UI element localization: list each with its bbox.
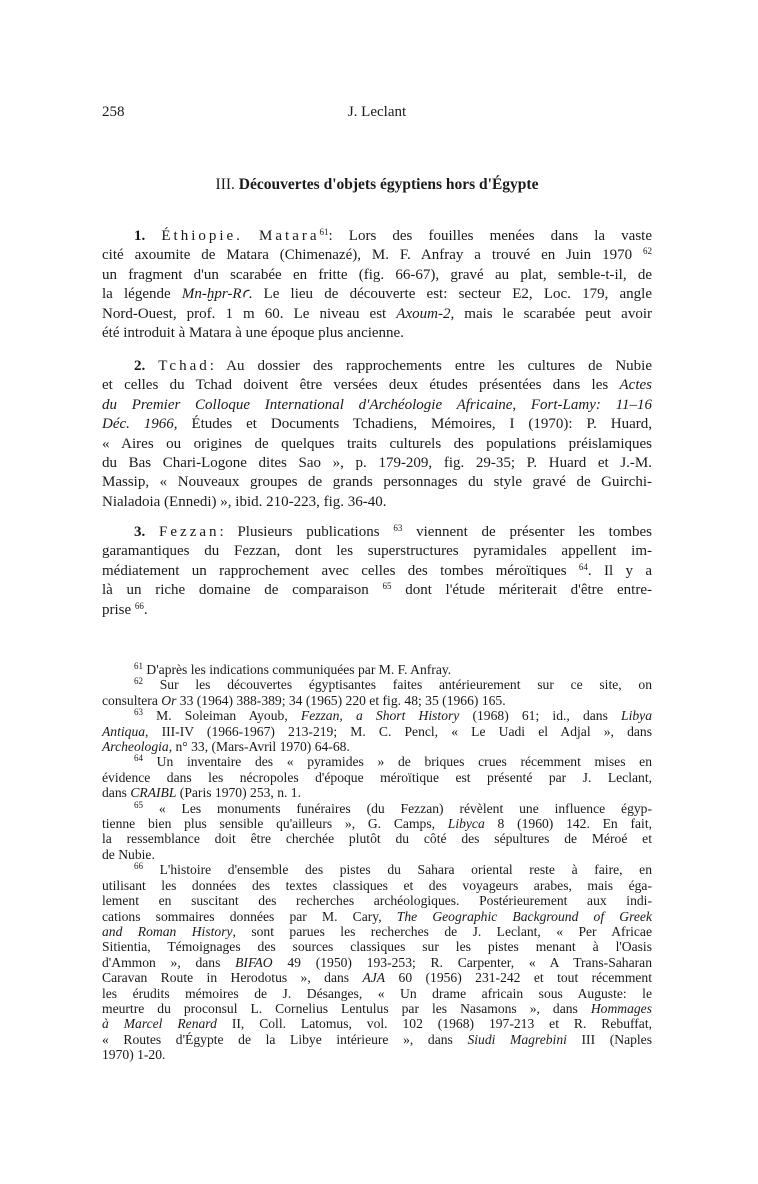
- footnote-ref: 64: [578, 561, 588, 572]
- text-run: Sur les découvertes égyptisantes faites antérieurement sur ce site, on: [143, 677, 652, 693]
- italic-text: Axoum-2: [396, 305, 451, 322]
- footnote-64: [102, 754, 652, 800]
- text-run: dont l'étude mériterait d'être entre-: [391, 582, 652, 599]
- footnote-63: [102, 708, 652, 754]
- text-run: , sont parues les recherches de J. Leclant, « Per Africae: [232, 923, 652, 939]
- paragraph-fezzan: [102, 523, 652, 620]
- text-line: [102, 924, 652, 939]
- text-line: [102, 435, 652, 454]
- spaced-heading: Tchad: [158, 358, 210, 374]
- text-line: [102, 739, 652, 754]
- text-run: : Plusieurs publications: [219, 524, 394, 540]
- text-run: été introduit à Matara à une époque plus ancienne.: [102, 325, 404, 342]
- text-run: (Paris 1970) 253, n. 1.: [176, 785, 302, 801]
- text-line: [102, 847, 652, 862]
- text-line: [102, 801, 652, 816]
- spaced-heading: Matara: [259, 228, 320, 244]
- text-run: III (Naples: [566, 1031, 653, 1047]
- text-run: d'Ammon », dans: [102, 954, 236, 970]
- footnote-ref: 63: [134, 707, 143, 718]
- page-number: 258: [102, 104, 125, 120]
- footnote-ref: 66: [134, 600, 144, 611]
- italic-text: du Premier Colloque International d'Archéologie Africaine, Fort-Lamy: 11–16: [102, 396, 652, 413]
- italic-text: Archeologia: [102, 739, 169, 755]
- text-run: (1968) 61; id., dans: [459, 708, 622, 724]
- italic-text: and Roman History: [102, 923, 233, 939]
- text-line: [102, 770, 652, 785]
- section-title: [102, 176, 652, 194]
- text-run: évidence dans les nécropoles d'époque méroïtique est présenté par J. Leclant,: [102, 769, 652, 785]
- text-line: [102, 662, 652, 677]
- text-run: consultera: [102, 692, 162, 708]
- text-line: [102, 473, 652, 492]
- text-run: un fragment d'un scarabée en fritte (fig. 66-67), gravé au plat, semble-t-il, de: [102, 266, 652, 283]
- footnote-62: [102, 677, 652, 708]
- footnote-ref: 62: [643, 246, 652, 257]
- text-line: [102, 357, 652, 376]
- text-line: [102, 305, 652, 324]
- italic-text: Actes: [619, 377, 652, 394]
- italic-text: AJA: [362, 970, 386, 986]
- text-line: [102, 1016, 652, 1031]
- italic-text: Mn-ḫpr-Rꜥ: [181, 286, 249, 303]
- footnote-ref: 61: [319, 227, 329, 237]
- text-line: [102, 1001, 652, 1016]
- text-run: médiatement un rapprochement avec celles des tombes méroïtiques: [102, 562, 579, 579]
- text-run: M. Soleiman Ayoub,: [143, 708, 301, 724]
- paragraph-number: 1.: [134, 228, 162, 244]
- text-run: « Aires ou origines de quelques traits culturels des populations préislamiques: [102, 435, 652, 452]
- running-head: [102, 104, 652, 126]
- text-run: , mais le scarabée peut avoir: [450, 305, 652, 322]
- text-line: [102, 493, 652, 512]
- text-run: de Nubie.: [102, 846, 155, 862]
- text-run: 60 (1956) 231-242 et tout récemment: [385, 970, 652, 986]
- text-run: , n° 33, (Mars-Avril 1970) 64-68.: [168, 739, 350, 755]
- text-line: [102, 285, 652, 304]
- text-run: , Études et Documents Tchadiens, Mémoires, I (1970): P. Huard,: [173, 416, 652, 433]
- text-line: [102, 831, 652, 846]
- italic-text: BIFAO: [235, 954, 273, 970]
- italic-text: Libyca: [447, 816, 485, 832]
- text-run: : Lors des fouilles menées dans la vaste: [328, 228, 653, 244]
- text-line: [102, 785, 652, 800]
- text-run: Nialadoia (Ennedi) », ibid. 210-223, fig. 36-40.: [102, 493, 387, 510]
- text-line: [102, 376, 652, 395]
- italic-text: Or: [161, 692, 177, 708]
- text-run: : Au dossier des rapprochements entre les cultures de Nubie: [209, 358, 652, 374]
- text-line: [102, 523, 652, 542]
- text-run: du Bas Chari-Logone dites Sao », p. 179-209, fig. 29-35; P. Huard et J.-M.: [102, 455, 652, 472]
- italic-text: Hommages: [590, 1000, 652, 1016]
- text-run: lement en suscitant des recherches archéologiques. Postérieurement aux indi-: [102, 893, 652, 909]
- text-line: [102, 1032, 652, 1047]
- footnote-66: [102, 862, 652, 1062]
- text-line: [102, 1047, 652, 1062]
- text-run: .: [143, 601, 148, 618]
- footnote-ref: 61: [134, 661, 143, 671]
- footnote-ref: 62: [134, 676, 143, 687]
- italic-text: à Marcel Renard: [102, 1016, 217, 1032]
- section-heading: Découvertes d'objets égyptiens hors d'Égypte: [238, 176, 539, 193]
- paragraph-number: 3.: [134, 524, 160, 540]
- text-line: [102, 677, 652, 692]
- footnotes: [102, 662, 652, 1063]
- footnote-ref: 63: [393, 523, 403, 533]
- text-line: [102, 754, 652, 769]
- text-run: là un riche domaine de comparaison: [102, 582, 383, 599]
- spaced-heading: Fezzan: [159, 524, 220, 540]
- italic-text: Fezzan, a Short History: [300, 708, 460, 724]
- text-line: [102, 862, 652, 877]
- text-run: meurtre du proconsul L. Cornelius Lentulus par les Nasamons », dans: [102, 1000, 591, 1016]
- text-line: [102, 454, 652, 473]
- text-line: [102, 893, 652, 908]
- text-run: la légende: [102, 286, 182, 303]
- text-line: [102, 909, 652, 924]
- text-run: D'après les indications communiquées par M. F. Anfray.: [143, 662, 452, 677]
- text-run: garamantiques du Fezzan, dont les superstructures pyramidales appellent im-: [102, 543, 652, 560]
- text-line: [102, 542, 652, 561]
- text-run: cité axoumite de Matara (Chimenazé), M. F. Anfray a trouvé en Juin 1970: [102, 247, 643, 264]
- text-run: utilisant les données des textes classiques et des voyageurs arabes, mais éga-: [102, 877, 652, 893]
- text-run: II, Coll. Latomus, vol. 102 (1968) 197-213 et R. Rebuffat,: [216, 1016, 653, 1032]
- italic-text: CRAIBL: [130, 785, 177, 801]
- text-run: dans: [102, 785, 131, 801]
- text-line: [102, 396, 652, 415]
- text-run: tienne bien plus sensible qu'ailleurs », G. Camps,: [102, 816, 448, 832]
- text-run: 1970) 1-20.: [102, 1047, 166, 1063]
- text-run: la ressemblance doit être cherchée plutôt du côté des sépultures de Méroé et: [102, 831, 652, 847]
- text-line: [102, 693, 652, 708]
- text-line: [102, 266, 652, 285]
- text-run: 49 (1950) 193-253; R. Carpenter, « A Trans-Saharan: [272, 954, 652, 970]
- section-number: III.: [215, 176, 235, 193]
- text-run: Sitientia, Témoignages des sources classiques sur les pistes menant à l'Oasis: [102, 939, 652, 955]
- italic-text: Siudi Magrebini: [467, 1031, 567, 1047]
- running-title: J. Leclant: [347, 104, 407, 120]
- italic-text: The Geographic Background of Greek: [396, 908, 652, 924]
- paragraph-tchad: [102, 357, 652, 512]
- text-line: [102, 581, 652, 600]
- text-line: [102, 562, 652, 581]
- footnote-ref: 65: [134, 799, 143, 810]
- text-run: . Le lieu de découverte est: secteur E2, Loc. 179, angle: [248, 286, 652, 303]
- text-run: viennent de présenter les tombes: [402, 524, 652, 540]
- footnote-ref: 64: [134, 753, 143, 764]
- text-run: cations sommaires données par M. Cary,: [102, 908, 397, 924]
- footnote-61: [102, 662, 652, 677]
- text-run: 33 (1964) 388-389; 34 (1965) 220 et fig. 48; 35 (1966) 165.: [176, 692, 506, 708]
- text-run: 8 (1960) 142. En fait,: [484, 816, 652, 832]
- footnote-65: [102, 801, 652, 863]
- text-run: « Les monuments funéraires (du Fezzan) révèlent une influence égyp-: [143, 800, 652, 816]
- text-line: [102, 970, 652, 985]
- italic-text: Déc. 1966: [102, 416, 174, 433]
- text-run: Caravan Route in Herodotus », dans: [102, 970, 363, 986]
- paragraph-ethiopie: [102, 227, 652, 343]
- text-line: [102, 724, 652, 739]
- text-run: [243, 228, 259, 244]
- text-line: [102, 227, 652, 246]
- text-line: [102, 708, 652, 723]
- text-line: [102, 415, 652, 434]
- text-run: Nord-Ouest, prof. 1 m 60. Le niveau est: [102, 305, 397, 322]
- text-line: [102, 816, 652, 831]
- text-line: [102, 324, 652, 343]
- italic-text: Antiqua: [102, 723, 146, 739]
- footnote-ref: 66: [134, 861, 143, 872]
- italic-text: Libya: [621, 708, 652, 724]
- spaced-heading: Éthiopie.: [161, 228, 243, 244]
- text-run: et celles du Tchad doivent être versées deux études présentées dans les: [102, 377, 620, 394]
- text-line: [102, 955, 652, 970]
- text-run: , III-IV (1966-1967) 213-219; M. C. Pencl, « Le Uadi el Adjal », dans: [145, 723, 652, 739]
- text-line: [102, 939, 652, 954]
- paragraph-number: 2.: [134, 358, 159, 374]
- footnote-ref: 65: [382, 581, 392, 592]
- text-run: Massip, « Nouveaux groupes de grands personnages du style gravé de Guirchi-: [102, 474, 652, 491]
- text-line: [102, 986, 652, 1001]
- text-line: [102, 246, 652, 265]
- text-line: [102, 878, 652, 893]
- text-run: . Il y a: [587, 562, 652, 579]
- text-run: L'histoire d'ensemble des pistes du Sahara oriental reste à faire, en: [143, 862, 652, 878]
- text-run: « Routes d'Égypte de la Libye intérieure », dans: [102, 1031, 468, 1047]
- text-run: prise: [102, 601, 135, 618]
- text-line: [102, 601, 652, 620]
- text-run: Un inventaire des « pyramides » de briques crues récemment mises en: [143, 754, 652, 770]
- text-run: les érudits mémoires de J. Désanges, « Un drame africain sous Auguste: le: [102, 985, 652, 1001]
